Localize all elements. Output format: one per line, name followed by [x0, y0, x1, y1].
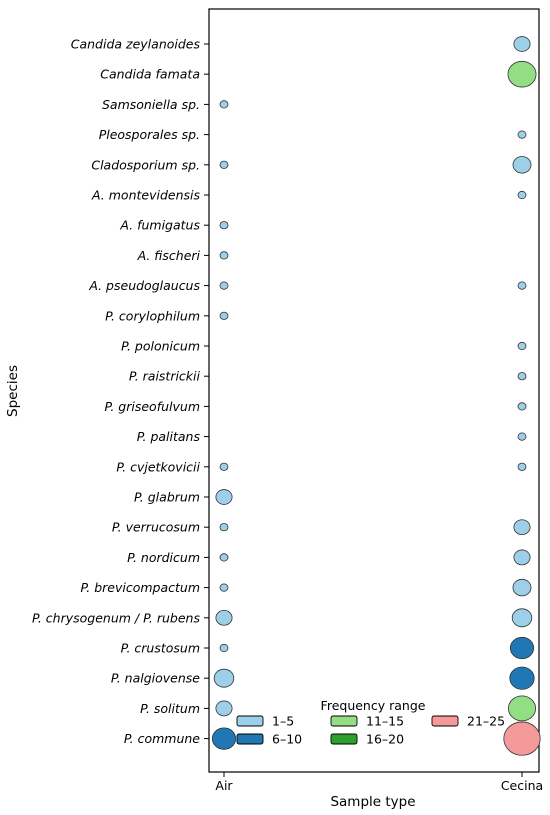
bubble-p-crustosum-air: [220, 644, 228, 651]
y-tick-label-p-nalgiovense: P. nalgiovense: [110, 670, 200, 686]
y-tick-label-p-brevicompactum: P. brevicompactum: [80, 580, 200, 596]
bubble-p-palitans-cecina: [518, 433, 526, 440]
bubble-p-cvjetkovicii-air: [220, 463, 228, 470]
y-tick-label-p-glabrum: P. glabrum: [133, 489, 200, 505]
bubble-p-cvjetkovicii-cecina: [518, 463, 526, 470]
bubble-p-verrucosum-air: [220, 524, 228, 531]
legend-label-21-25: 21–25: [467, 713, 506, 729]
y-tick-label-a-pseudoglaucus: A. pseudoglaucus: [89, 278, 200, 294]
bubble-p-solitum-cecina: [508, 696, 535, 721]
bubble-p-brevicompactum-cecina: [513, 579, 531, 596]
x-tick-label-air: Air: [215, 778, 233, 793]
bubble-a-fischeri-air: [220, 252, 228, 259]
bubble-p-raistrickii-cecina: [518, 373, 526, 380]
y-tick-label-p-palitans: P. palitans: [136, 429, 200, 445]
bubble-p-corylophilum-air: [220, 312, 228, 319]
bubble-p-nordicum-cecina: [514, 550, 530, 565]
y-tick-label-p-corylophilum: P. corylophilum: [105, 308, 200, 324]
y-tick-label-p-crustosum: P. crustosum: [120, 640, 200, 656]
bubble-a-fumigatus-air: [220, 222, 228, 229]
y-tick-label-a-fumigatus: A. fumigatus: [120, 217, 200, 233]
bubble-p-griseofulvum-cecina: [518, 403, 526, 410]
bubble-samsoniella-sp-air: [220, 101, 228, 108]
y-tick-label-candida-famata: Candida famata: [100, 66, 200, 82]
y-tick-label-cladosporium-sp: Cladosporium sp.: [91, 157, 200, 173]
y-tick-label-samsoniella-sp: Samsoniella sp.: [101, 96, 200, 112]
x-axis-ticks: [215, 772, 543, 793]
y-tick-label-p-griseofulvum: P. griseofulvum: [104, 398, 200, 414]
bubble-a-pseudoglaucus-air: [220, 282, 228, 289]
y-axis-title: Species: [5, 365, 21, 417]
legend-swatch-11-15: [331, 716, 357, 726]
y-tick-label-p-raistrickii: P. raistrickii: [128, 368, 200, 384]
bubble-pleosporales-sp-cecina: [518, 131, 526, 138]
bubble-p-chrysogenum-p-rubens-air: [216, 610, 232, 625]
y-axis-ticks: [32, 37, 209, 747]
y-tick-label-p-verrucosum: P. verrucosum: [111, 519, 200, 535]
bubble-p-verrucosum-cecina: [514, 520, 530, 535]
bubble-p-nalgiovense-air: [214, 669, 234, 687]
data-points: [212, 37, 540, 756]
bubble-cladosporium-sp-cecina: [513, 157, 531, 174]
y-tick-label-p-commune: P. commune: [123, 731, 200, 747]
bubble-p-brevicompactum-air: [220, 584, 228, 591]
bubble-p-commune-cecina: [504, 722, 540, 755]
legend-swatch-1-5: [237, 716, 263, 726]
y-tick-label-p-nordicum: P. nordicum: [127, 549, 200, 565]
bubble-cladosporium-sp-air: [220, 161, 228, 168]
legend-label-1-5: 1–5: [272, 713, 295, 729]
bubble-candida-famata-cecina: [508, 61, 536, 87]
y-tick-label-p-chrysogenum-p-rubens: P. chrysogenum / P. rubens: [32, 610, 200, 626]
legend-label-6-10: 6–10: [272, 731, 303, 747]
legend-swatch-6-10: [237, 734, 263, 744]
y-tick-label-candida-zeylanoides: Candida zeylanoides: [70, 36, 200, 52]
y-tick-label-p-solitum: P. solitum: [140, 700, 200, 716]
y-tick-label-a-montevidensis: A. montevidensis: [92, 187, 200, 203]
bubble-p-glabrum-air: [216, 490, 232, 505]
legend: [237, 698, 505, 747]
y-tick-label-p-polonicum: P. polonicum: [121, 338, 200, 354]
y-tick-label-p-cvjetkovicii: P. cvjetkovicii: [116, 459, 200, 475]
bubble-a-pseudoglaucus-cecina: [518, 282, 526, 289]
y-tick-label-a-fischeri: A. fischeri: [137, 247, 200, 263]
legend-label-16-20: 16–20: [366, 731, 405, 747]
bubble-p-polonicum-cecina: [518, 342, 526, 349]
plot-frame: [209, 9, 539, 772]
bubble-candida-zeylanoides-cecina: [514, 37, 530, 52]
bubble-p-nordicum-air: [220, 554, 228, 561]
bubble-p-crustosum-cecina: [510, 637, 533, 658]
legend-swatch-16-20: [331, 734, 357, 744]
bubble-p-chrysogenum-p-rubens-cecina: [512, 609, 532, 627]
legend-label-11-15: 11–15: [366, 713, 405, 729]
bubble-p-nalgiovense-cecina: [510, 667, 534, 689]
x-tick-label-cecina: Cecina: [500, 778, 544, 793]
bubble-p-commune-air: [212, 728, 235, 749]
bubble-a-montevidensis-cecina: [518, 191, 526, 198]
bubble-p-solitum-air: [216, 701, 232, 716]
y-tick-label-pleosporales-sp: Pleosporales sp.: [98, 127, 200, 143]
legend-swatch-21-25: [432, 716, 458, 726]
legend-title: Frequency range: [320, 698, 426, 713]
x-axis-title: Sample type: [330, 794, 416, 810]
